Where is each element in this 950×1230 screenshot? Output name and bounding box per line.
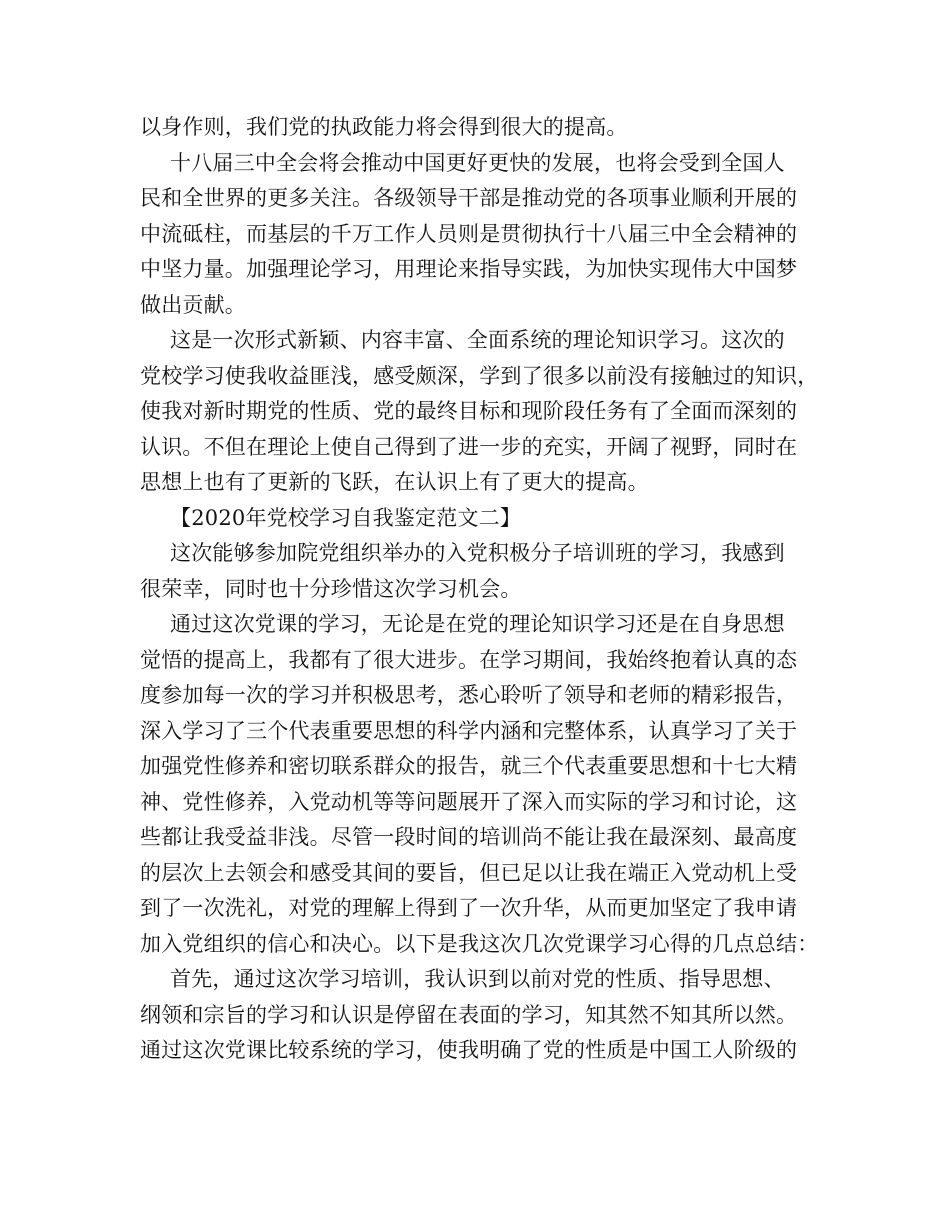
- paragraph: [140, 536, 820, 607]
- text-line: 这次能够参加院党组织举办的入党积极分子培训班的学习，我感到: [170, 541, 785, 565]
- text-line: 首先，通过这次学习培训，我认识到以前对党的性质、指导思想、: [170, 967, 785, 991]
- text-line: 以身作则，我们党的执政能力将会得到很大的提高。: [140, 115, 628, 139]
- text-line: 纲领和宗旨的学习和认识是停留在表面的学习，知其然不知其所以然。: [140, 1002, 798, 1027]
- text-line: 【2020年党校学习自我鉴定范文二】: [170, 505, 522, 530]
- text-line: 加强党性修养和密切联系群众的报告，就三个代表重要思想和十七大精: [140, 754, 798, 778]
- text-line: 觉悟的提高上，我都有了很大进步。在学习期间，我始终抱着认真的态: [140, 647, 798, 672]
- text-line: 神、党性修养，入党动机等等问题展开了深入而实际的学习和讨论，这: [140, 789, 798, 814]
- text-line: 使我对新时期党的性质、党的最终目标和现阶段任务有了全面而深刻的: [140, 399, 798, 423]
- paragraph: [140, 323, 820, 501]
- text-line: 度参加每一次的学习并积极思考，悉心聆听了领导和老师的精彩报告，: [140, 683, 798, 707]
- text-line: 的层次上去领会和感受其间的要旨，但已足以让我在端正入党动机上受: [140, 860, 798, 885]
- text-line: 十八届三中全会将会推动中国更好更快的发展，也将会受到全国人: [170, 150, 785, 175]
- text-line: 很荣幸，同时也十分珍惜这次学习机会。: [140, 576, 522, 601]
- text-line: 中流砥柱，而基层的千万工作人员则是贯彻执行十八届三中全会精神的: [140, 221, 798, 246]
- paragraph: [140, 607, 820, 962]
- text-line: 中坚力量。加强理论学习，用理论来指导实践，为加快实现伟大中国梦: [140, 257, 798, 281]
- text-line: 通过这次党课比较系统的学习，使我明确了党的性质是中国工人阶级的: [140, 1038, 798, 1062]
- text-line: 些都让我受益非浅。尽管一段时间的培训尚不能让我在最深刻、最高度: [140, 825, 798, 849]
- paragraph: [140, 501, 820, 537]
- text-line: 深入学习了三个代表重要思想的科学内涵和完整体系，认真学习了关于: [140, 718, 798, 743]
- text-line: 党校学习使我收益匪浅，感受颇深，学到了很多以前没有接触过的知识，: [140, 363, 819, 388]
- paragraph: [140, 110, 820, 146]
- text-line: 这是一次形式新颖、内容丰富、全面系统的理论知识学习。这次的: [170, 328, 785, 352]
- text-line: 加入党组织的信心和决心。以下是我这次几次党课学习心得的几点总结：: [140, 931, 819, 956]
- text-line: 到了一次洗礼，对党的理解上得到了一次升华，从而更加坚定了我申请: [140, 896, 798, 920]
- paragraph: [140, 146, 820, 324]
- text-line: 认识。不但在理论上使自己得到了进一步的充实，开阔了视野，同时在: [140, 434, 798, 459]
- text-line: 通过这次党课的学习，无论是在党的理论知识学习还是在自身思想: [170, 612, 785, 636]
- text-line: 做出贡献。: [140, 292, 246, 317]
- document-body: [140, 110, 820, 1069]
- text-line: 思想上也有了更新的飞跃，在认识上有了更大的提高。: [140, 470, 649, 494]
- text-line: 民和全世界的更多关注。各级领导干部是推动党的各项事业顺利开展的: [140, 186, 798, 210]
- paragraph: [140, 962, 820, 1069]
